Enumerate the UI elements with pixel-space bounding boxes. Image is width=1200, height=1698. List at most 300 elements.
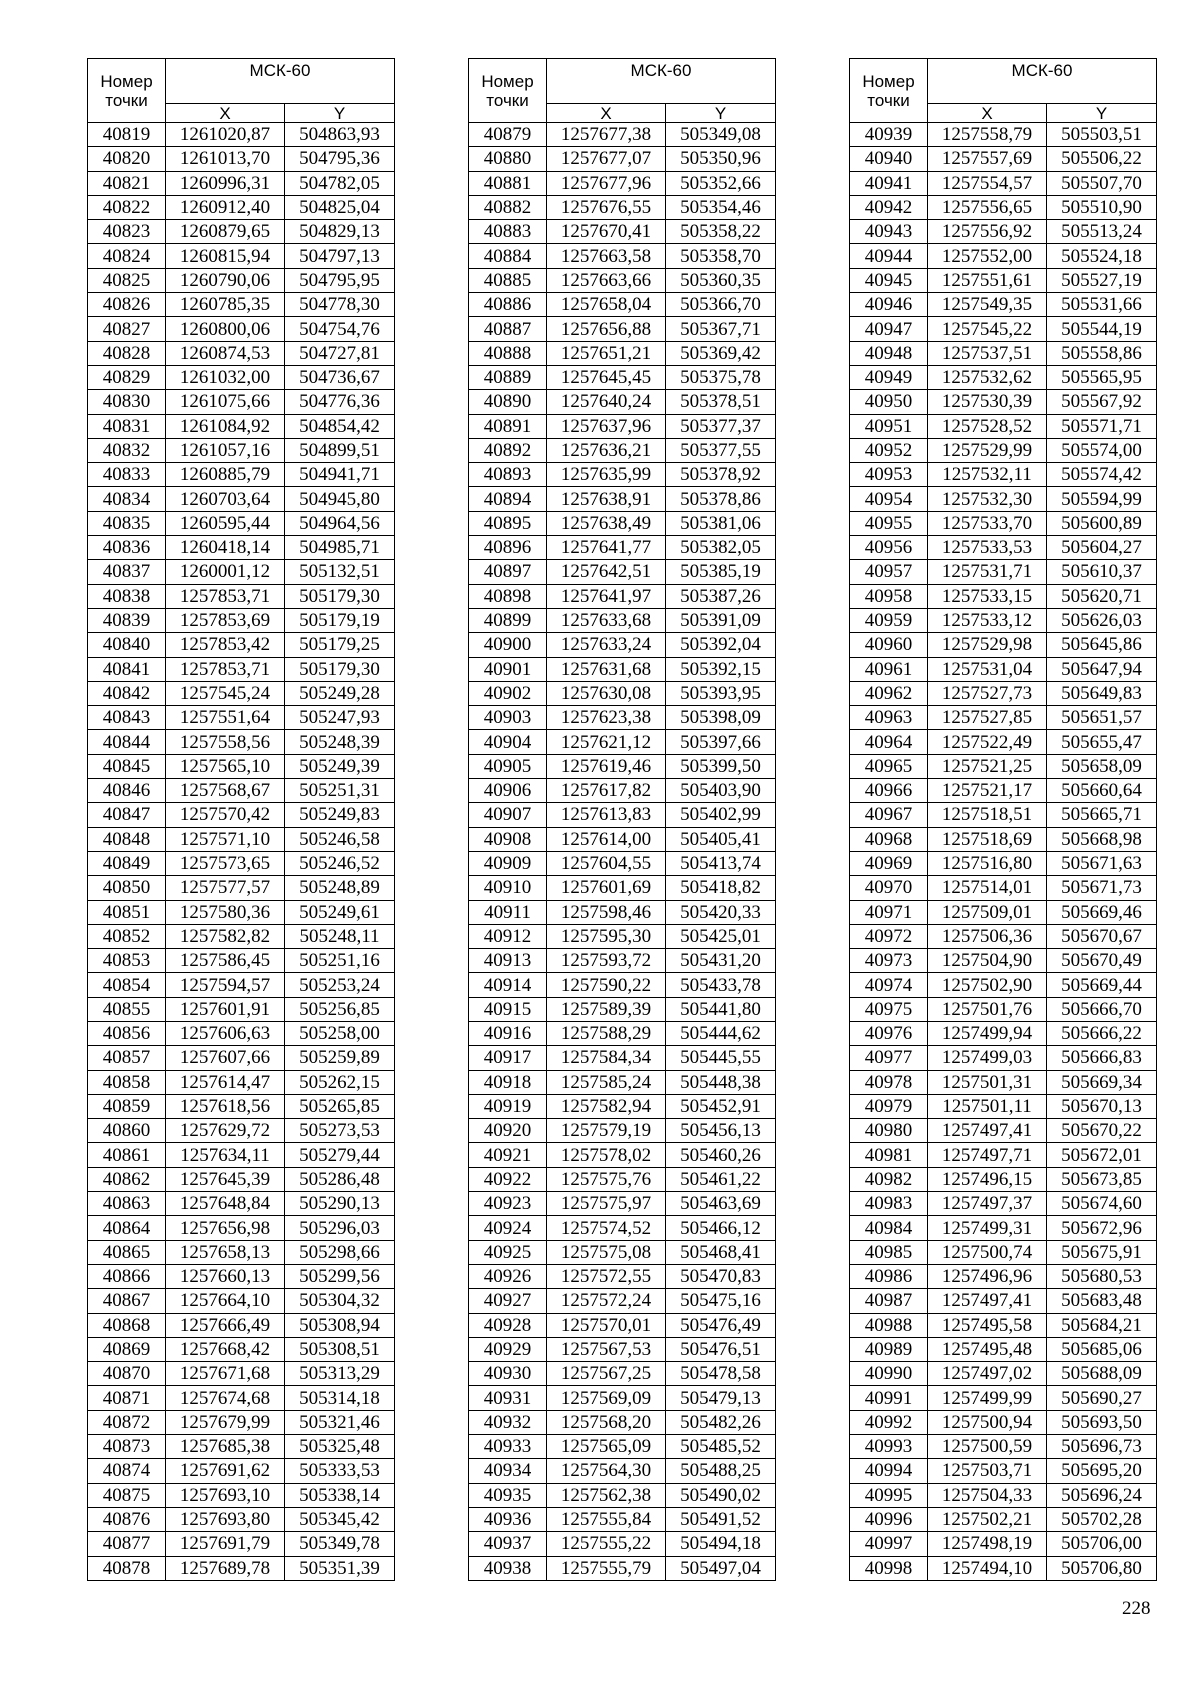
y-coordinate-cell: 505470,83 [666,1264,776,1288]
point-number-cell: 40957 [850,560,928,584]
y-coordinate-cell: 505476,51 [666,1337,776,1361]
y-coordinate-cell: 505574,00 [1047,438,1157,462]
point-number-cell: 40872 [88,1410,166,1434]
table-row [469,1216,776,1240]
x-coordinate-cell: 1257853,71 [166,584,285,608]
x-coordinate-cell: 1257565,10 [166,754,285,778]
y-coordinate-cell: 505671,73 [1047,876,1157,900]
table-row [88,1556,395,1580]
y-coordinate-cell: 504795,95 [285,268,395,292]
y-coordinate-cell: 505696,73 [1047,1435,1157,1459]
x-coordinate-cell: 1257533,70 [928,511,1047,535]
table-row [469,1021,776,1045]
point-number-cell: 40839 [88,608,166,632]
point-number-cell: 40881 [469,171,547,195]
y-coordinate-cell: 505456,13 [666,1119,776,1143]
point-number-cell: 40828 [88,341,166,365]
y-coordinate-cell: 505444,62 [666,1021,776,1045]
point-number-cell: 40908 [469,827,547,851]
table-row [469,851,776,875]
point-number-cell: 40970 [850,876,928,900]
x-coordinate-cell: 1257533,15 [928,584,1047,608]
y-coordinate-cell: 505358,22 [666,220,776,244]
x-coordinate-cell: 1260001,12 [166,560,285,584]
point-number-cell: 40841 [88,657,166,681]
x-coordinate-cell: 1257567,53 [547,1337,666,1361]
table-row [850,511,1157,535]
x-coordinate-cell: 1257638,91 [547,487,666,511]
y-coordinate-cell: 504782,05 [285,171,395,195]
table-row [850,560,1157,584]
y-coordinate-cell: 505179,25 [285,633,395,657]
point-number-cell: 40991 [850,1386,928,1410]
x-coordinate-cell: 1257562,38 [547,1483,666,1507]
y-coordinate-cell: 505475,16 [666,1289,776,1313]
point-number-cell: 40865 [88,1240,166,1264]
y-coordinate-cell: 505670,22 [1047,1119,1157,1143]
x-coordinate-cell: 1260879,65 [166,220,285,244]
y-coordinate-cell: 504945,80 [285,487,395,511]
table-row [469,827,776,851]
y-coordinate-cell: 505594,99 [1047,487,1157,511]
table-row [850,949,1157,973]
y-coordinate-cell: 505349,78 [285,1532,395,1556]
x-coordinate-cell: 1257568,67 [166,779,285,803]
table-row [850,268,1157,292]
point-number-cell: 40994 [850,1459,928,1483]
x-coordinate-cell: 1257551,61 [928,268,1047,292]
y-coordinate-cell: 505666,83 [1047,1046,1157,1070]
point-number-cell: 40888 [469,341,547,365]
y-coordinate-cell: 504736,67 [285,365,395,389]
x-coordinate-cell: 1257499,94 [928,1021,1047,1045]
point-number-cell: 40912 [469,924,547,948]
table-row [88,1167,395,1191]
x-coordinate-cell: 1257504,90 [928,949,1047,973]
x-coordinate-cell: 1261075,66 [166,390,285,414]
y-coordinate-cell: 505490,02 [666,1483,776,1507]
table-row [88,1070,395,1094]
point-number-cell: 40850 [88,876,166,900]
table-row [88,365,395,389]
table-row [469,657,776,681]
x-coordinate-cell: 1257656,98 [166,1216,285,1240]
table-row [469,268,776,292]
y-coordinate-cell: 504829,13 [285,220,395,244]
y-coordinate-cell: 505391,09 [666,608,776,632]
table-row [469,779,776,803]
y-coordinate-cell: 505366,70 [666,293,776,317]
table-row [88,1337,395,1361]
table-row [88,438,395,462]
x-coordinate-cell: 1257601,91 [166,997,285,1021]
x-coordinate-cell: 1257585,24 [547,1070,666,1094]
coordinates-table-2 [468,58,775,1581]
table-row [469,220,776,244]
table-row [850,851,1157,875]
y-coordinate-cell: 505695,20 [1047,1459,1157,1483]
y-coordinate-cell: 505258,00 [285,1021,395,1045]
point-number-cell: 40893 [469,463,547,487]
y-coordinate-cell: 505392,15 [666,657,776,681]
point-number-cell: 40824 [88,244,166,268]
point-number-cell: 40895 [469,511,547,535]
table-row [88,1192,395,1216]
point-number-cell: 40943 [850,220,928,244]
point-number-cell: 40911 [469,900,547,924]
x-coordinate-cell: 1261013,70 [166,147,285,171]
table-row [88,779,395,803]
point-number-cell: 40829 [88,365,166,389]
point-number-cell: 40843 [88,706,166,730]
x-coordinate-cell: 1257533,53 [928,536,1047,560]
point-number-cell: 40868 [88,1313,166,1337]
point-number-cell: 40883 [469,220,547,244]
table-row [88,511,395,535]
point-number-cell: 40971 [850,900,928,924]
point-number-cell: 40848 [88,827,166,851]
x-coordinate-cell: 1257660,13 [166,1264,285,1288]
x-coordinate-cell: 1257556,92 [928,220,1047,244]
y-coordinate-cell: 505507,70 [1047,171,1157,195]
x-coordinate-cell: 1257499,31 [928,1216,1047,1240]
table-row [850,1313,1157,1337]
y-coordinate-cell: 505494,18 [666,1532,776,1556]
table-row [850,1216,1157,1240]
table-row [850,1386,1157,1410]
y-coordinate-cell: 505706,80 [1047,1556,1157,1580]
table-row [469,171,776,195]
table-row [850,827,1157,851]
point-number-cell: 40997 [850,1532,928,1556]
x-coordinate-cell: 1257555,22 [547,1532,666,1556]
x-coordinate-cell: 1257558,56 [166,730,285,754]
point-number-cell: 40972 [850,924,928,948]
x-coordinate-cell: 1261020,87 [166,123,285,147]
x-column-header: X [928,104,1047,123]
point-number-cell: 40987 [850,1289,928,1313]
x-coordinate-cell: 1257518,51 [928,803,1047,827]
table-row [850,706,1157,730]
point-number-cell: 40973 [850,949,928,973]
y-coordinate-cell: 505468,41 [666,1240,776,1264]
x-coordinate-cell: 1257593,72 [547,949,666,973]
point-number-cell: 40923 [469,1192,547,1216]
y-coordinate-cell: 505308,51 [285,1337,395,1361]
table-row [88,1435,395,1459]
table-row [469,949,776,973]
point-number-cell: 40941 [850,171,928,195]
point-number-header: Номер точки [88,59,166,123]
y-coordinate-cell: 505378,51 [666,390,776,414]
x-coordinate-cell: 1257565,09 [547,1435,666,1459]
table-row [469,123,776,147]
x-coordinate-cell: 1257557,69 [928,147,1047,171]
point-number-cell: 40958 [850,584,928,608]
y-coordinate-cell: 505482,26 [666,1410,776,1434]
x-coordinate-cell: 1257633,68 [547,608,666,632]
point-number-cell: 40855 [88,997,166,1021]
table-row [469,1362,776,1386]
y-coordinate-cell: 505397,66 [666,730,776,754]
point-number-cell: 40900 [469,633,547,657]
table-row [88,536,395,560]
y-coordinate-cell: 505655,47 [1047,730,1157,754]
y-coordinate-cell: 505524,18 [1047,244,1157,268]
y-coordinate-cell: 505671,63 [1047,851,1157,875]
point-number-cell: 40838 [88,584,166,608]
point-number-cell: 40942 [850,195,928,219]
y-coordinate-cell: 505510,90 [1047,195,1157,219]
point-number-cell: 40964 [850,730,928,754]
table-row [469,754,776,778]
y-coordinate-cell: 505565,95 [1047,365,1157,389]
x-coordinate-cell: 1257601,69 [547,876,666,900]
x-coordinate-cell: 1257618,56 [166,1094,285,1118]
y-coordinate-cell: 505674,60 [1047,1192,1157,1216]
point-number-cell: 40820 [88,147,166,171]
coordinate-system-header: МСК-60 [547,59,776,104]
x-coordinate-cell: 1257645,45 [547,365,666,389]
x-coordinate-cell: 1257658,13 [166,1240,285,1264]
x-coordinate-cell: 1257642,51 [547,560,666,584]
y-coordinate-cell: 505626,03 [1047,608,1157,632]
point-number-cell: 40903 [469,706,547,730]
table-row [88,1216,395,1240]
x-coordinate-cell: 1257502,90 [928,973,1047,997]
x-coordinate-cell: 1257502,21 [928,1507,1047,1531]
y-coordinate-cell: 505571,71 [1047,414,1157,438]
y-coordinate-cell: 505290,13 [285,1192,395,1216]
y-coordinate-cell: 505670,49 [1047,949,1157,973]
x-coordinate-cell: 1260790,06 [166,268,285,292]
y-column-header: Y [285,104,395,123]
y-coordinate-cell: 505669,34 [1047,1070,1157,1094]
x-coordinate-cell: 1257635,99 [547,463,666,487]
x-coordinate-cell: 1257607,66 [166,1046,285,1070]
point-number-cell: 40889 [469,365,547,389]
x-coordinate-cell: 1257666,49 [166,1313,285,1337]
table-row [850,633,1157,657]
y-coordinate-cell: 505645,86 [1047,633,1157,657]
y-coordinate-cell: 505249,83 [285,803,395,827]
table-row [469,1094,776,1118]
y-coordinate-cell: 505314,18 [285,1386,395,1410]
point-number-cell: 40867 [88,1289,166,1313]
y-coordinate-cell: 505248,89 [285,876,395,900]
point-number-cell: 40836 [88,536,166,560]
table-row [88,657,395,681]
point-number-cell: 40975 [850,997,928,1021]
point-number-cell: 40962 [850,681,928,705]
x-coordinate-cell: 1260874,53 [166,341,285,365]
point-number-cell: 40961 [850,657,928,681]
table-row [850,365,1157,389]
x-coordinate-cell: 1257677,07 [547,147,666,171]
y-coordinate-cell: 505425,01 [666,924,776,948]
table-row [850,487,1157,511]
table-row [88,123,395,147]
y-coordinate-cell: 505333,53 [285,1459,395,1483]
table-row [88,1143,395,1167]
table-row [850,536,1157,560]
y-coordinate-cell: 505413,74 [666,851,776,875]
table-row [850,123,1157,147]
x-coordinate-cell: 1257555,84 [547,1507,666,1531]
point-number-cell: 40921 [469,1143,547,1167]
table-row [88,1532,395,1556]
x-coordinate-cell: 1257589,39 [547,997,666,1021]
x-coordinate-cell: 1257575,97 [547,1192,666,1216]
point-number-cell: 40854 [88,973,166,997]
x-coordinate-cell: 1257638,49 [547,511,666,535]
y-column-header: Y [666,104,776,123]
y-coordinate-cell: 505378,86 [666,487,776,511]
point-number-cell: 40922 [469,1167,547,1191]
table-row [850,754,1157,778]
table-row [850,390,1157,414]
x-coordinate-cell: 1257598,46 [547,900,666,924]
x-coordinate-cell: 1260912,40 [166,195,285,219]
y-coordinate-cell: 505670,67 [1047,924,1157,948]
x-coordinate-cell: 1257645,39 [166,1167,285,1191]
y-coordinate-cell: 505604,27 [1047,536,1157,560]
y-coordinate-cell: 505461,22 [666,1167,776,1191]
x-coordinate-cell: 1257532,62 [928,365,1047,389]
point-number-cell: 40890 [469,390,547,414]
point-number-cell: 40842 [88,681,166,705]
x-coordinate-cell: 1257641,77 [547,536,666,560]
table-row [469,438,776,462]
table-row [88,900,395,924]
x-coordinate-cell: 1257554,57 [928,171,1047,195]
table-row [850,876,1157,900]
x-coordinate-cell: 1257497,41 [928,1119,1047,1143]
x-coordinate-cell: 1260996,31 [166,171,285,195]
y-coordinate-cell: 505463,69 [666,1192,776,1216]
table-row [88,754,395,778]
y-column-header: Y [1047,104,1157,123]
table-row [850,220,1157,244]
table-row [469,463,776,487]
table-row [88,681,395,705]
y-coordinate-cell: 505567,92 [1047,390,1157,414]
x-column-header: X [547,104,666,123]
table-row [469,900,776,924]
x-coordinate-cell: 1257633,24 [547,633,666,657]
x-coordinate-cell: 1257521,17 [928,779,1047,803]
x-coordinate-cell: 1257590,22 [547,973,666,997]
point-number-cell: 40835 [88,511,166,535]
x-coordinate-cell: 1257529,98 [928,633,1047,657]
point-number-cell: 40965 [850,754,928,778]
point-number-cell: 40974 [850,973,928,997]
point-number-cell: 40948 [850,341,928,365]
table-row [469,1313,776,1337]
y-coordinate-cell: 505668,98 [1047,827,1157,851]
point-number-cell: 40846 [88,779,166,803]
x-coordinate-cell: 1257496,96 [928,1264,1047,1288]
point-number-cell: 40967 [850,803,928,827]
table-row [469,195,776,219]
point-number-cell: 40882 [469,195,547,219]
y-coordinate-cell: 505393,95 [666,681,776,705]
y-coordinate-cell: 505506,22 [1047,147,1157,171]
y-coordinate-cell: 505683,48 [1047,1289,1157,1313]
point-number-cell: 40945 [850,268,928,292]
table-row [850,1483,1157,1507]
x-coordinate-cell: 1257663,66 [547,268,666,292]
table-row [850,1143,1157,1167]
y-coordinate-cell: 505649,83 [1047,681,1157,705]
point-number-cell: 40886 [469,293,547,317]
page-number: 228 [1122,1598,1151,1619]
x-coordinate-cell: 1257676,55 [547,195,666,219]
table-row [469,876,776,900]
table-row [850,1289,1157,1313]
table-row [88,1410,395,1434]
x-coordinate-cell: 1257637,96 [547,414,666,438]
point-number-cell: 40901 [469,657,547,681]
table-row [850,608,1157,632]
point-number-cell: 40826 [88,293,166,317]
table-row [88,220,395,244]
y-coordinate-cell: 505693,50 [1047,1410,1157,1434]
x-coordinate-cell: 1257494,10 [928,1556,1047,1580]
y-coordinate-cell: 505262,15 [285,1070,395,1094]
y-coordinate-cell: 504941,71 [285,463,395,487]
x-coordinate-cell: 1257496,15 [928,1167,1047,1191]
table-row [850,924,1157,948]
point-number-cell: 40981 [850,1143,928,1167]
point-number-cell: 40946 [850,293,928,317]
y-coordinate-cell: 505445,55 [666,1046,776,1070]
point-number-cell: 40939 [850,123,928,147]
table-row [850,438,1157,462]
table-row [469,341,776,365]
table-row [850,973,1157,997]
point-number-cell: 40885 [469,268,547,292]
point-number-cell: 40875 [88,1483,166,1507]
point-number-cell: 40845 [88,754,166,778]
point-number-cell: 40891 [469,414,547,438]
y-coordinate-cell: 505325,48 [285,1435,395,1459]
y-coordinate-cell: 505360,35 [666,268,776,292]
y-coordinate-cell: 505377,55 [666,438,776,462]
table-row [88,633,395,657]
table-row [850,293,1157,317]
x-coordinate-cell: 1257691,62 [166,1459,285,1483]
point-number-cell: 40936 [469,1507,547,1531]
point-number-cell: 40917 [469,1046,547,1070]
table-row [88,949,395,973]
y-coordinate-cell: 505256,85 [285,997,395,1021]
point-number-cell: 40926 [469,1264,547,1288]
point-number-cell: 40988 [850,1313,928,1337]
point-number-cell: 40864 [88,1216,166,1240]
point-number-cell: 40837 [88,560,166,584]
table-row [850,584,1157,608]
x-coordinate-cell: 1257533,12 [928,608,1047,632]
y-coordinate-cell: 505249,39 [285,754,395,778]
table-row [88,147,395,171]
point-number-cell: 40918 [469,1070,547,1094]
table-row [469,1143,776,1167]
point-number-cell: 40944 [850,244,928,268]
y-coordinate-cell: 504899,51 [285,438,395,462]
y-coordinate-cell: 505350,96 [666,147,776,171]
x-coordinate-cell: 1261057,16 [166,438,285,462]
